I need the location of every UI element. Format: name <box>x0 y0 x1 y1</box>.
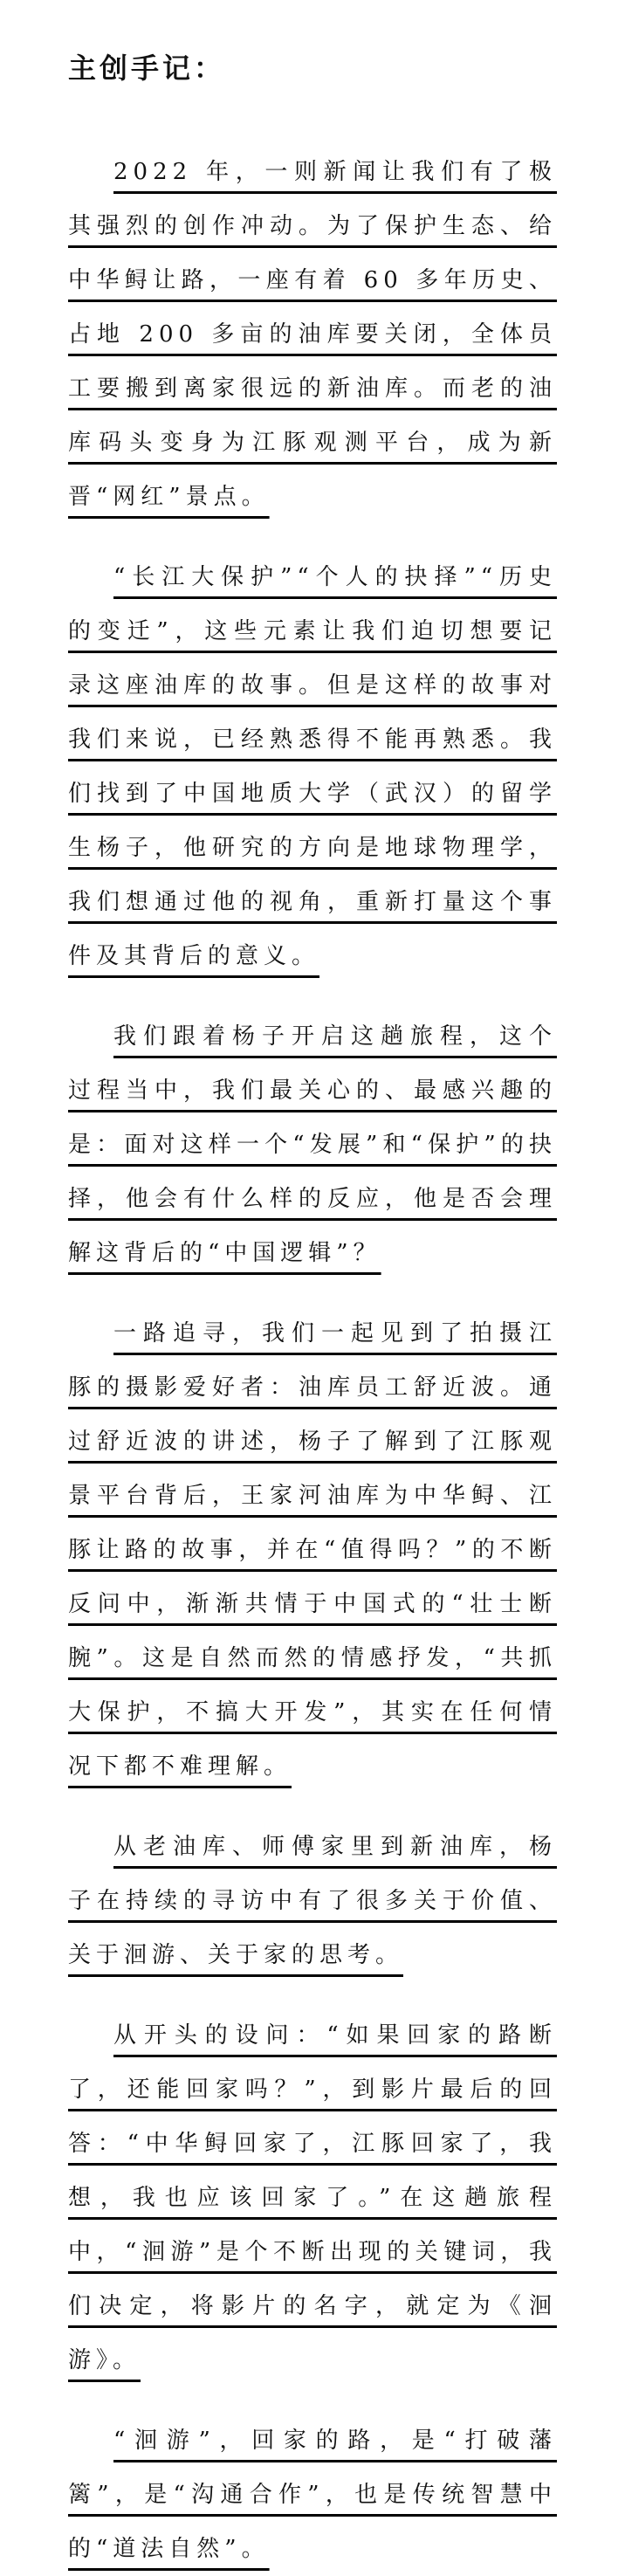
paragraph-7-text: “洄游”，回家的路，是“打破藩篱”，是“沟通合作”，也是传统智慧中的“道法自然”。 <box>68 2428 557 2562</box>
page-title: 主创手记： <box>68 52 226 85</box>
paragraph-1 <box>68 145 557 524</box>
paragraph-5-text: 从老油库、师傅家里到新油库，杨子在持续的寻访中有了很多关于价值、关于洄游、关于家的思考。 <box>68 1834 557 1968</box>
paragraph-6-text: 从开头的设问：“如果回家的路断了，还能回家吗？”，到影片最后的回答：“中华鲟回家了，江豚回家了，我想，我也应该回家了。”在这趟旅程中，“洄游”是个不断出现的关键词，我们决定，将影片的名字，就定为《洄游》。 <box>68 2022 557 2373</box>
paragraph-4-text: 一路追寻，我们一起见到了拍摄江豚的摄影爱好者：油库员工舒近波。通过舒近波的讲述，杨子了解到了江豚观景平台背后，王家河油库为中华鲟、江豚让路的故事，并在“值得吗？”的不断反问中，渐渐共情于中国式的“壮士断腕”。这是自然而然的情感抒发，“共抓大保护，不搞大开发”，其实在任何情况下都不难理解。 <box>68 1320 557 1780</box>
paragraph-3 <box>68 1009 557 1280</box>
paragraph-3-text: 我们跟着杨子开启这趟旅程，这个过程当中，我们最关心的、最感兴趣的是：面对这样一个“发展”和“保护”的抉择，他会有什么样的反应，他是否会理解这背后的“中国逻辑”？ <box>68 1023 557 1266</box>
paragraph-2 <box>68 550 557 983</box>
paragraph-4 <box>68 1306 557 1794</box>
paragraph-2-text: “长江大保护”“个人的抉择”“历史的变迁”，这些元素让我们迫切想要记录这座油库的故事。但是这样的故事对我们来说，已经熟悉得不能再熟悉。我们找到了中国地质大学（武汉）的留学生杨子，他研究的方向是地球物理学，我们想通过他的视角，重新打量这个事件及其背后的意义。 <box>68 564 557 969</box>
paragraph-5 <box>68 1820 557 1982</box>
paragraph-6 <box>68 2008 557 2387</box>
paragraph-1-text: 2022 年，一则新闻让我们有了极其强烈的创作冲动。为了保护生态、给中华鲟让路，一座有着 60 多年历史、占地 200 多亩的油库要关闭，全体员工要搬到离家很远的新油库。而老的油库码头变身为江豚观测平台，成为新晋“网红”景点。 <box>68 159 557 510</box>
